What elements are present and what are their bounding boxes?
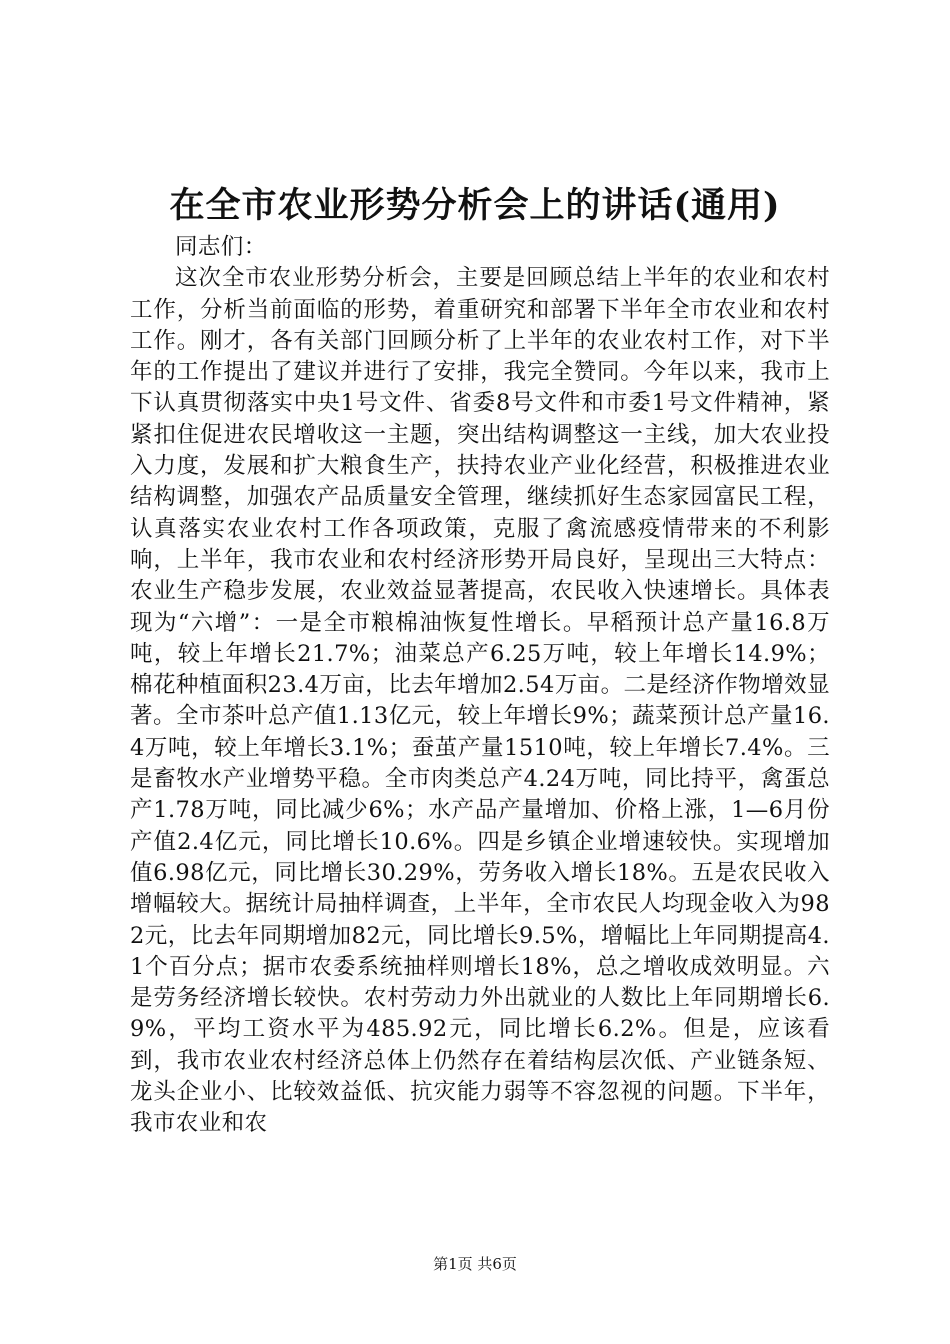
salutation: 同志们： (175, 234, 267, 260)
body-paragraph: 这次全市农业形势分析会，主要是回顾总结上半年的农业和农村工作，分析当前面临的形势，着重研究和部署下半年全市农业和农村工作。刚才，各有关部门回顾分析了上半年的农业农村工作，对下半年的工作提出了建议并进行了安排，我完全赞同。今年以来，我市上下认真贯彻落实中央1号文件、省委8号文件和市委1号文件精神，紧紧扣住促进农民增收这一主题，突出结构调整这一主线，加大农业投入力度，发展和扩大粮食生产，扶持农业产业化经营，积极推进农业结构调整，加强农产品质量安全管理，继续抓好生态家园富民工程，认真落实农业农村工作各项政策，克服了禽流感疫情带来的不利影响，上半年，我市农业和农村经济形势开局良好，呈现出三大特点：农业生产稳步发展，农业效益显著提高，农民收入快速增长。具体表现为“六增”：一是全市粮棉油恢复性增长。早稻预计总产量16.8万吨，较上年增长21.7%；油菜总产6.25万吨，较上年增长14.9%；棉花种植面积23.4万亩，比去年增加2.54万亩。二是经济作物增效显著。全市茶叶总产值1.13亿元，较上年增长9%；蔬菜预计总产量16.4万吨，较上年增长3.1%；蚕茧产量1510吨，较上年增长7.4%。三是畜牧水产业增势平稳。全市肉类总产4.24万吨，同比持平，禽蛋总产1.78万吨，同比减少6%；水产品产量增加、价格上涨，1—6月份产值2.4亿元，同比增长10.6%。四是乡镇企业增速较快。实现增加值6.98亿元，同比增长30.29%，劳务收入增长18%。五是农民收入增幅较大。据统计局抽样调查，上半年，全市农民人均现金收入为982元，比去年同期增加82元，同比增长9.5%，增幅比上年同期提高4.1个百分点；据市农委系统抽样则增长18%，总之增收成效明显。六是劳务经济增长较快。农村劳动力外出就业的人数比上年同期增长6.9%，平均工资水平为485.92元，同比增长6.2%。但是，应该看到，我市农业农村经济总体上仍然存在着结构层次低、产业链条短、龙头企业小、比较效益低、抗灾能力弱等不容忽视的问题。下半年，我市农业和农 (130, 265, 830, 1137)
page-footer: 第1页 共6页 (433, 1255, 517, 1273)
document-title: 在全市农业形势分析会上的讲话(通用) (169, 185, 781, 226)
document-body (130, 232, 830, 1140)
